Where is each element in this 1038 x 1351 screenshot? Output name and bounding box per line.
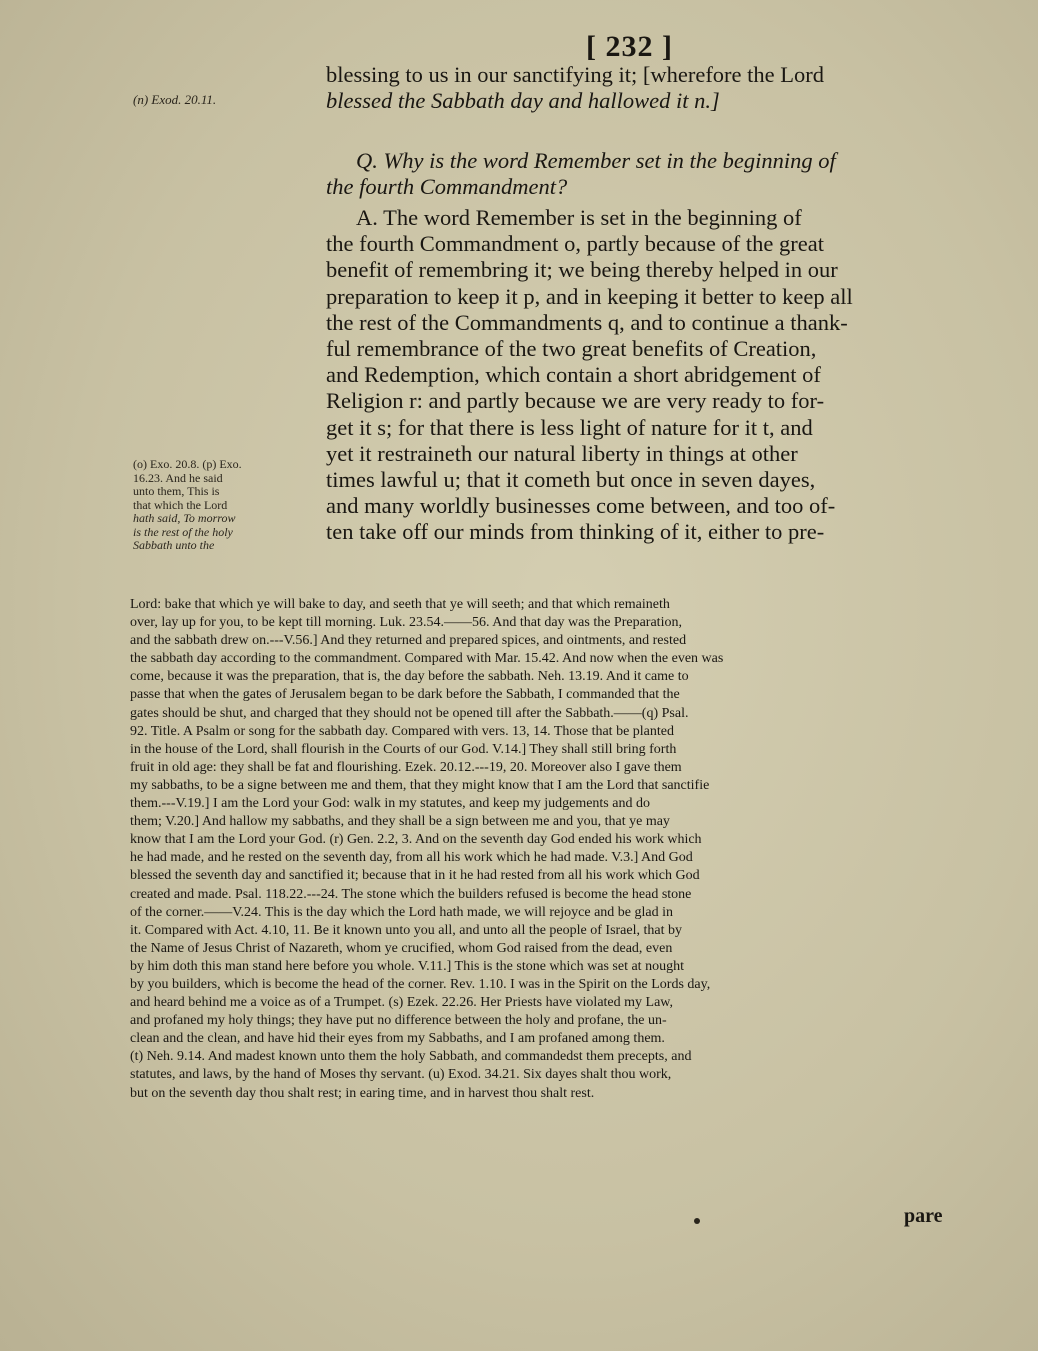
footnote-line: created and made. Psal. 118.22.---24. The stone which the builders refused is become the head stone [130, 886, 692, 902]
answer-line: times lawful u; that it cometh but once in seven dayes, [326, 467, 816, 493]
margin-note-side [133, 458, 321, 553]
footnote-line: gates should be shut, and charged that they should not be opened till after the Sabbath.——(q) Psal. [130, 705, 689, 721]
footnote-line: (t) Neh. 9.14. And madest known unto them the holy Sabbath, and commandedst them precepts, and [130, 1049, 692, 1065]
footnote-line: over, lay up for you, to be kept till morning. Luk. 23.54.——56. And that day was the Preparation, [130, 615, 682, 631]
footnote-line: know that I am the Lord your God. (r) Gen. 2.2, 3. And on the seventh day God ended his work which [130, 832, 702, 848]
answer-line: get it s; for that there is less light of nature for it t, and [326, 414, 813, 440]
footnote-line: by you builders, which is become the head of the corner. Rev. 1.10. I was in the Spirit on the Lords day, [130, 976, 711, 992]
footnote-line: fruit in old age: they shall be fat and flourishing. Ezek. 20.12.---19, 20. Moreover also I gave them [130, 759, 682, 775]
footnote-line: my sabbaths, to be a signe between me and them, that they might know that I am the Lord that sanctifie [130, 777, 710, 793]
footnote-line: statutes, and laws, by the hand of Moses thy servant. (u) Exod. 34.21. Six dayes shalt thou work, [130, 1067, 672, 1083]
margin-note-top: (n) Exod. 20.11. [133, 92, 217, 107]
answer-line: benefit of remembring it; we being thereby helped in our [326, 257, 838, 283]
footnote-line: come, because it was the preparation, that is, the day before the sabbath. Neh. 13.19. And it came to [130, 669, 689, 685]
footnote-line: Lord: bake that which ye will bake to day, and seeth that ye will seeth; and that which remaineth [130, 597, 670, 612]
answer-line: Religion r: and partly because we are very ready to for- [326, 388, 825, 414]
answer-line: the fourth Commandment o, partly because of the great [326, 231, 824, 257]
footnote-line: clean and the clean, and have hid their eyes from my Sabbaths, and I am profaned among them. [130, 1031, 665, 1047]
footnote-line: and heard behind me a voice as of a Trumpet. (s) Ezek. 22.26. Her Priests have violated my Law, [130, 995, 673, 1011]
text-line: blessed the Sabbath day and hallowed it n.] [326, 88, 720, 114]
footnote-line: 92. Title. A Psalm or song for the sabbath day. Compared with vers. 13, 14. Those that be planted [130, 723, 674, 739]
footnote-line: blessed the seventh day and sanctified it; because that in it he had rested from all his work which God [130, 868, 700, 884]
margin-line: 16.23. And he said [133, 471, 223, 485]
question [326, 148, 968, 200]
footnote-line: he had made, and he rested on the seventh day, from all his work which he had made. V.3.] And God [130, 850, 693, 866]
footnote-line: and the sabbath drew on.---V.56.] And they returned and prepared spices, and ointments, and rested [130, 633, 687, 649]
footnote-line: them.---V.19.] I am the Lord your God: walk in my statutes, and keep my judgements and do [130, 796, 650, 812]
footnote-line: it. Compared with Act. 4.10, 11. Be it known unto you all, and unto all the people of Israel, that by [130, 922, 682, 938]
margin-line: (o) Exo. 20.8. (p) Exo. [133, 458, 242, 471]
question-line: Q. Why is the word Remember set in the beginning of [356, 148, 836, 173]
main-text-top [326, 62, 968, 114]
answer-line: yet it restraineth our natural liberty in things at other [326, 440, 798, 466]
answer-line: and Redemption, which contain a short abridgement of [326, 362, 821, 388]
answer-line: A. The word Remember is set in the beginning of [356, 205, 802, 230]
question-line: the fourth Commandment? [326, 174, 568, 200]
footnote-line: them; V.20.] And hallow my sabbaths, and they shall be a sign between me and you, that ye may [130, 814, 670, 830]
margin-line: that which the Lord [133, 498, 228, 512]
footnote-line: of the corner.——V.24. This is the day which the Lord hath made, we will rejoyce and be glad in [130, 904, 674, 920]
text-line: blessing to us in our sanctifying it; [wherefore the Lord [326, 62, 825, 87]
footnote-line: passe that when the gates of Jerusalem began to be dark before the Sabbath, I commanded that the [130, 687, 680, 703]
margin-line: Sabbath unto the [133, 539, 215, 552]
footnote-line: the Name of Jesus Christ of Nazareth, whom ye crucified, whom God raised from the dead, even [130, 940, 673, 956]
footnotes [130, 596, 962, 1103]
page-number: [ 232 ] [586, 30, 673, 63]
catchword: pare [904, 1205, 943, 1227]
answer-line: the rest of the Commandments q, and to continue a thank- [326, 309, 848, 335]
footnote-line: the sabbath day according to the commandment. Compared with Mar. 15.42. And now when the even was [130, 651, 724, 667]
answer-line: and many worldly businesses come between, and too of- [326, 493, 836, 519]
footnote-line: and profaned my holy things; they have put no difference between the holy and profane, the un- [130, 1013, 667, 1029]
footnote-line: by him doth this man stand here before you whole. V.11.] This is the stone which was set at nought [130, 958, 684, 974]
footnote-line: in the house of the Lord, shall flourish in the Courts of our God. V.14.] They shall still bring forth [130, 741, 677, 757]
footnote-line: but on the seventh day thou shalt rest; in earing time, and in harvest thou shalt rest. [130, 1085, 595, 1101]
ink-dot [694, 1218, 700, 1224]
answer-line: ful remembrance of the two great benefits of Creation, [326, 336, 817, 362]
answer-line: preparation to keep it p, and in keeping it better to keep all [326, 283, 853, 309]
margin-line: unto them, This is [133, 485, 220, 498]
answer [326, 205, 968, 546]
margin-line: is the rest of the holy [133, 525, 233, 539]
answer-line: ten take off our minds from thinking of it, either to pre- [326, 519, 825, 545]
margin-line: hath said, To morrow [133, 512, 236, 525]
